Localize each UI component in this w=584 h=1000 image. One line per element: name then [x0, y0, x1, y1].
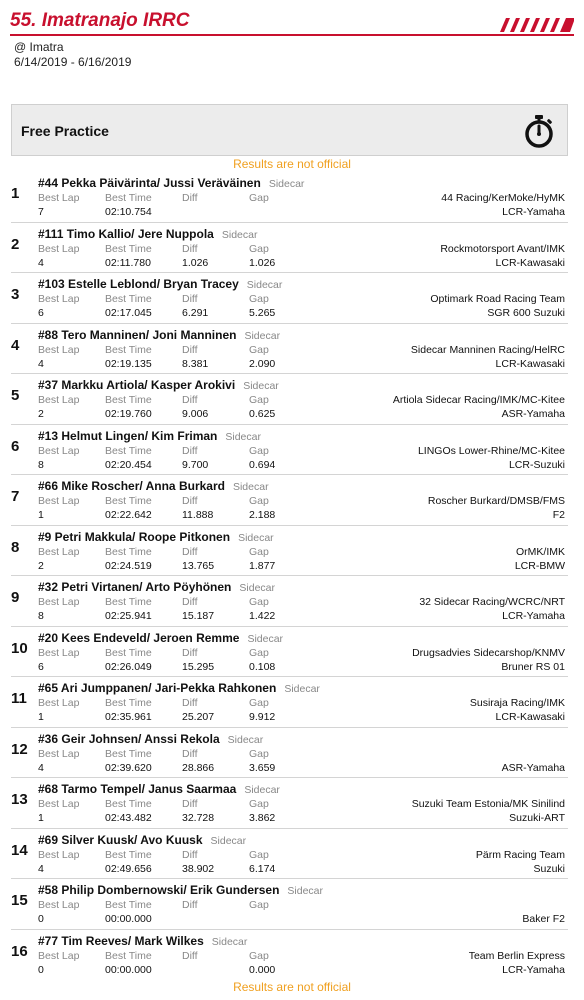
best-time-label: Best Time — [105, 899, 152, 911]
best-time-label: Best Time — [105, 293, 152, 305]
diff-label: Diff — [182, 444, 198, 457]
position: 2 — [11, 235, 20, 253]
diff-label: Diff — [182, 848, 198, 861]
rider-line — [38, 378, 279, 393]
best-time-value: 02:17.045 — [105, 307, 152, 319]
team-name: Rockmotorsport Avant/IMK — [440, 242, 565, 255]
best-time-value: 02:25.941 — [105, 610, 152, 622]
gap-label: Gap — [249, 444, 269, 457]
position: 6 — [11, 437, 20, 455]
best-lap-value: 4 — [38, 357, 44, 370]
class-label: Sidecar — [211, 935, 248, 948]
position: 3 — [11, 286, 20, 303]
best-time-value: 02:22.642 — [105, 509, 152, 521]
best-time-label: Best Time — [105, 949, 152, 962]
gap-label: Gap — [249, 848, 269, 861]
rider-names: #37 Markku Artiola/ Kasper Arokivi — [38, 378, 236, 392]
best-lap-value: 1 — [38, 812, 44, 824]
best-time-value: 02:24.519 — [105, 559, 152, 572]
best-lap-value: 1 — [38, 509, 44, 521]
best-lap-value: 8 — [38, 458, 44, 471]
best-lap-label: Best Lap — [38, 646, 80, 659]
rider-names: #13 Helmut Lingen/ Kim Friman — [38, 428, 218, 443]
best-lap-label: Best Lap — [38, 394, 80, 406]
machine-name: Suzuki-ART — [509, 812, 565, 824]
diff-label: Diff — [182, 545, 198, 558]
best-time-value: 02:10.754 — [105, 206, 152, 218]
best-time-label: Best Time — [105, 596, 152, 608]
gap-label: Gap — [249, 747, 269, 760]
rider-names: #44 Pekka Päivärinta/ Jussi Veräväinen — [38, 176, 261, 190]
result-row — [11, 223, 568, 274]
class-label: Sidecar — [243, 380, 279, 392]
best-lap-value: 1 — [38, 711, 44, 723]
position: 10 — [11, 639, 28, 657]
class-label: Sidecar — [284, 683, 320, 695]
best-time-value: 02:20.454 — [105, 458, 152, 471]
best-lap-label: Best Lap — [38, 192, 80, 204]
diff-label: Diff — [182, 899, 198, 911]
gap-value: 1.026 — [249, 256, 276, 269]
machine-name: Suzuki — [533, 862, 565, 875]
rider-names: #88 Tero Manninen/ Joni Manninen — [38, 327, 237, 342]
result-row — [11, 728, 568, 779]
rider-line — [38, 530, 274, 545]
class-label: Sidecar — [227, 733, 264, 746]
team-name: OrMK/IMK — [516, 545, 565, 558]
gap-value: 2.090 — [249, 357, 276, 370]
position: 9 — [11, 589, 20, 606]
best-lap-value: 7 — [38, 206, 44, 218]
diff-value: 9.006 — [182, 408, 209, 420]
team-name: Optimark Road Racing Team — [430, 293, 565, 305]
machine-name: LCR-Kawasaki — [495, 711, 565, 723]
best-time-label: Best Time — [105, 697, 152, 709]
result-row — [11, 778, 568, 829]
best-lap-value: 2 — [38, 559, 44, 572]
best-lap-value: 0 — [38, 963, 44, 976]
best-time-value: 02:19.135 — [105, 357, 152, 370]
rider-names: #69 Silver Kuusk/ Avo Kuusk — [38, 832, 203, 847]
diff-value: 11.888 — [182, 509, 214, 521]
position: 14 — [11, 841, 28, 859]
gap-value: 6.174 — [249, 862, 276, 875]
machine-name: F2 — [552, 509, 565, 521]
gap-value: 0.694 — [249, 458, 276, 471]
rider-line — [38, 732, 263, 747]
diff-value: 9.700 — [182, 458, 209, 471]
diff-label: Diff — [182, 293, 198, 305]
best-lap-label: Best Lap — [38, 848, 80, 861]
best-time-value: 02:43.482 — [105, 812, 152, 824]
gap-label: Gap — [249, 394, 269, 406]
diff-label: Diff — [182, 242, 198, 255]
class-label: Sidecar — [210, 834, 247, 847]
machine-name: ASR-Yamaha — [501, 761, 565, 774]
diff-label: Diff — [182, 394, 198, 406]
best-lap-label: Best Lap — [38, 697, 80, 709]
gap-value: 0.000 — [249, 963, 276, 976]
position: 11 — [11, 690, 27, 707]
class-label: Sidecar — [238, 531, 274, 544]
best-time-value: 02:26.049 — [105, 660, 152, 673]
result-row — [11, 879, 568, 930]
best-time-label: Best Time — [105, 394, 152, 406]
diff-label: Diff — [182, 949, 198, 962]
best-time-value: 00:00.000 — [105, 963, 152, 976]
best-time-label: Best Time — [105, 242, 152, 255]
rider-names: #66 Mike Roscher/ Anna Burkard — [38, 479, 225, 493]
diff-value: 6.291 — [182, 307, 209, 319]
results-list — [11, 172, 568, 980]
team-name: LINGOs Lower-Rhine/MC-Kitee — [417, 444, 565, 457]
team-name: Drugsadvies Sidecarshop/KNMV — [412, 646, 565, 659]
gap-label: Gap — [249, 545, 269, 558]
class-label: Sidecar — [244, 784, 280, 796]
event-location: @ Imatra — [14, 40, 64, 54]
gap-value: 0.625 — [249, 408, 276, 420]
rider-names: #103 Estelle Leblond/ Bryan Tracey — [38, 277, 239, 291]
unofficial-notice-bottom: Results are not official — [233, 980, 351, 994]
best-time-value: 02:39.620 — [105, 761, 152, 774]
best-lap-label: Best Lap — [38, 444, 80, 457]
diff-value: 15.187 — [182, 610, 215, 622]
machine-name: LCR-Yamaha — [502, 206, 565, 218]
rider-line — [38, 328, 280, 343]
best-lap-label: Best Lap — [38, 596, 80, 608]
result-row — [11, 627, 568, 678]
rider-names: #68 Tarmo Tempel/ Janus Saarmaa — [38, 782, 237, 796]
stopwatch-icon — [523, 114, 555, 148]
best-time-label: Best Time — [105, 646, 152, 659]
best-lap-label: Best Lap — [38, 949, 80, 962]
result-row — [11, 172, 568, 223]
result-row — [11, 526, 568, 577]
rider-line — [38, 227, 257, 242]
rider-line — [38, 429, 261, 444]
position: 8 — [11, 538, 20, 556]
gap-label: Gap — [249, 495, 269, 507]
rider-line — [38, 681, 320, 696]
rider-line — [38, 277, 282, 292]
rider-names: #9 Petri Makkula/ Roope Pitkonen — [38, 529, 231, 544]
diff-label: Diff — [182, 747, 198, 760]
best-lap-label: Best Lap — [38, 343, 80, 356]
rider-names: #58 Philip Dombernowski/ Erik Gundersen — [38, 883, 280, 897]
machine-name: LCR-Yamaha — [502, 610, 565, 622]
machine-name: LCR-BMW — [514, 559, 565, 572]
gap-label: Gap — [249, 798, 269, 810]
racing-stripes-icon — [494, 18, 574, 32]
gap-label: Gap — [249, 949, 269, 962]
position: 16 — [11, 942, 28, 960]
gap-label: Gap — [249, 293, 269, 305]
machine-name: LCR-Kawasaki — [495, 256, 565, 269]
result-row — [11, 829, 568, 880]
diff-value: 38.902 — [182, 862, 215, 875]
result-row — [11, 273, 568, 324]
gap-value: 3.659 — [249, 761, 276, 774]
best-lap-label: Best Lap — [38, 242, 80, 255]
diff-label: Diff — [182, 495, 198, 507]
diff-value: 8.381 — [182, 357, 209, 370]
best-lap-label: Best Lap — [38, 495, 80, 507]
team-name: 44 Racing/KerMoke/HyMK — [441, 192, 565, 204]
rider-names: #20 Kees Endeveld/ Jeroen Remme — [38, 630, 240, 645]
best-time-label: Best Time — [105, 495, 152, 507]
best-time-value: 02:35.961 — [105, 711, 152, 723]
gap-label: Gap — [249, 899, 269, 911]
class-label: Sidecar — [244, 329, 281, 342]
gap-value: 3.862 — [249, 812, 276, 824]
machine-name: ASR-Yamaha — [501, 408, 565, 420]
diff-value: 15.295 — [182, 660, 215, 673]
position: 5 — [11, 387, 20, 404]
best-time-label: Best Time — [105, 798, 152, 810]
best-lap-value: 8 — [38, 610, 44, 622]
best-lap-value: 0 — [38, 913, 44, 925]
best-lap-value: 4 — [38, 862, 44, 875]
diff-label: Diff — [182, 596, 198, 608]
gap-label: Gap — [249, 242, 269, 255]
best-lap-label: Best Lap — [38, 798, 80, 810]
team-name: Team Berlin Express — [468, 949, 565, 962]
gap-label: Gap — [249, 646, 269, 659]
class-label: Sidecar — [268, 178, 305, 190]
machine-name: LCR-Suzuki — [508, 458, 565, 471]
gap-value: 0.108 — [249, 660, 276, 673]
team-name: Suzuki Team Estonia/MK Sinilind — [411, 798, 565, 810]
diff-label: Diff — [182, 192, 198, 204]
class-label: Sidecar — [247, 632, 284, 645]
diff-label: Diff — [182, 697, 198, 709]
rider-names: #77 Tim Reeves/ Mark Wilkes — [38, 933, 204, 948]
best-time-label: Best Time — [105, 343, 152, 356]
diff-value: 13.765 — [182, 559, 215, 572]
best-lap-value: 4 — [38, 761, 44, 774]
session-header — [11, 104, 568, 156]
position: 7 — [11, 488, 20, 505]
machine-name: Baker F2 — [522, 913, 565, 925]
gap-value: 5.265 — [249, 307, 276, 319]
best-lap-value: 4 — [38, 256, 44, 269]
position: 4 — [11, 336, 20, 354]
rider-names: #111 Timo Kallio/ Jere Nuppola — [38, 226, 214, 241]
gap-label: Gap — [249, 343, 269, 356]
diff-label: Diff — [182, 798, 198, 810]
diff-value: 32.728 — [182, 812, 215, 824]
position: 15 — [11, 892, 28, 909]
team-name: Sidecar Manninen Racing/HelRC — [410, 343, 565, 356]
best-time-label: Best Time — [105, 192, 152, 204]
event-dates: 6/14/2019 - 6/16/2019 — [14, 55, 132, 69]
gap-value: 1.422 — [249, 610, 276, 622]
machine-name: SGR 600 Suzuki — [487, 307, 565, 319]
rider-names: #36 Geir Johnsen/ Anssi Rekola — [38, 731, 220, 746]
gap-value: 2.188 — [249, 509, 276, 521]
machine-name: LCR-Kawasaki — [495, 357, 565, 370]
rider-line — [38, 934, 247, 949]
result-row — [11, 374, 568, 425]
gap-value: 9.912 — [249, 711, 276, 723]
event-title: 55. Imatranajo IRRC — [10, 10, 190, 31]
rider-line — [38, 883, 323, 898]
machine-name: Bruner RS 01 — [501, 660, 565, 673]
best-time-label: Best Time — [105, 848, 152, 861]
best-time-value: 02:19.760 — [105, 408, 152, 420]
diff-label: Diff — [182, 343, 198, 356]
position: 13 — [11, 791, 28, 808]
gap-label: Gap — [249, 192, 269, 204]
class-label: Sidecar — [246, 279, 283, 291]
machine-name: LCR-Yamaha — [502, 963, 565, 976]
best-lap-value: 6 — [38, 307, 44, 319]
best-time-value: 02:11.780 — [105, 256, 151, 269]
rider-names: #65 Ari Jumppanen/ Jari-Pekka Rahkonen — [38, 681, 277, 695]
class-label: Sidecar — [232, 481, 269, 493]
rider-line — [38, 580, 275, 595]
rider-line — [38, 176, 304, 191]
result-row — [11, 475, 568, 526]
class-label: Sidecar — [287, 885, 324, 897]
diff-value: 1.026 — [182, 256, 209, 269]
team-name: 32 Sidecar Racing/WCRC/NRT — [419, 596, 565, 608]
class-label: Sidecar — [239, 582, 275, 594]
rider-line — [38, 782, 280, 797]
best-lap-label: Best Lap — [38, 747, 80, 760]
result-row — [11, 930, 568, 981]
team-name: Artiola Sidecar Racing/IMK/MC-Kitee — [392, 394, 565, 406]
diff-value: 28.866 — [182, 761, 215, 774]
position: 12 — [11, 740, 28, 758]
rider-names: #32 Petri Virtanen/ Arto Pöyhönen — [38, 580, 232, 594]
position: 1 — [11, 185, 20, 202]
event-header — [10, 10, 574, 36]
best-time-label: Best Time — [105, 747, 152, 760]
team-name: Pärm Racing Team — [475, 848, 565, 861]
best-lap-label: Best Lap — [38, 899, 80, 911]
best-lap-value: 2 — [38, 408, 44, 420]
diff-label: Diff — [182, 646, 198, 659]
best-time-value: 02:49.656 — [105, 862, 152, 875]
session-title: Free Practice — [21, 123, 109, 139]
gap-label: Gap — [249, 596, 269, 608]
rider-line — [38, 479, 269, 494]
team-name: Roscher Burkard/DMSB/FMS — [427, 495, 565, 507]
best-time-value: 00:00.000 — [105, 913, 152, 925]
result-row — [11, 677, 568, 728]
rider-line — [38, 833, 246, 848]
class-label: Sidecar — [225, 430, 261, 443]
class-label: Sidecar — [221, 228, 258, 241]
rider-line — [38, 631, 283, 646]
result-row — [11, 425, 568, 476]
best-lap-label: Best Lap — [38, 293, 80, 305]
gap-value: 1.877 — [249, 559, 276, 572]
unofficial-notice-top: Results are not official — [233, 157, 351, 171]
best-lap-label: Best Lap — [38, 545, 80, 558]
best-time-label: Best Time — [105, 545, 152, 558]
result-row — [11, 324, 568, 375]
diff-value: 25.207 — [182, 711, 215, 723]
result-row — [11, 576, 568, 627]
gap-label: Gap — [249, 697, 269, 709]
best-lap-value: 6 — [38, 660, 44, 673]
best-time-label: Best Time — [105, 444, 152, 457]
team-name: Susiraja Racing/IMK — [469, 697, 565, 709]
